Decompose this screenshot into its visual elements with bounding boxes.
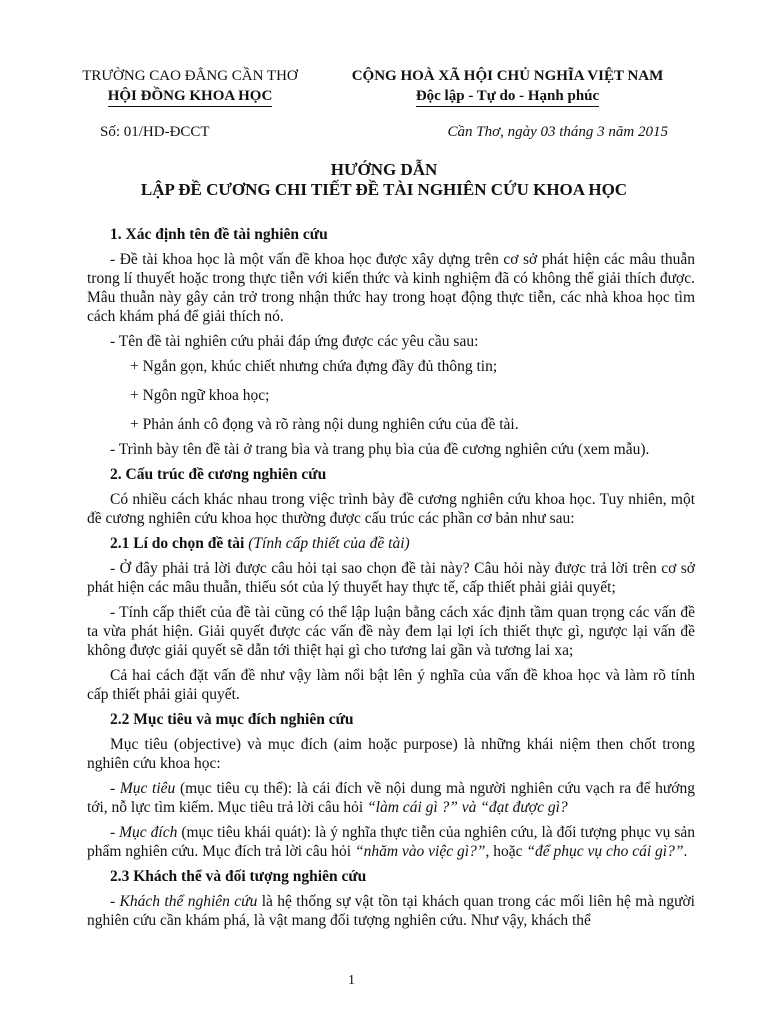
quote: “nhăm vào việc gì?” [354, 843, 486, 860]
title-line-1: HƯỚNG DẪN [330, 160, 438, 179]
section-heading: 2. Cấu trúc đề cương nghiên cứu [110, 466, 327, 483]
text-run: , hoặc [485, 843, 527, 860]
subsection-note: (Tính cấp thiết của đề tài) [248, 535, 410, 552]
paragraph: - Tên đề tài nghiên cứu phải đáp ứng được các yêu cầu sau: [110, 333, 479, 350]
national-motto-block [330, 66, 685, 107]
place-date: Cần Thơ, ngày 03 tháng 3 năm 2015 [447, 124, 668, 140]
document-number: Số: 01/HD-ĐCCT [100, 124, 210, 140]
subsection-heading: 2.2 Mục tiêu và mục đích nghiên cứu [110, 711, 354, 728]
council-name: HỘI ĐỒNG KHOA HỌC [108, 87, 273, 107]
paragraph: - Trình bày tên đề tài ở trang bìa và trang phụ bìa của đề cương nghiên cứu (xem mẫu). [110, 441, 650, 458]
term: Mục tiêu [119, 780, 176, 797]
text-run: (mục tiêu khái quát): là ý nghĩa thực tiễn của nghiên cứu, là đối tượng phục vụ sản phẩm nghiên cứu. Mục đích trả lời câu hỏi [87, 824, 695, 860]
document-body [87, 225, 695, 936]
issuer-block [70, 66, 310, 107]
text-run: (mục tiêu cụ thể): là cái đích về nội dung mà người nghiên cứu vạch ra để hướng tới, nỗ lực tìm kiếm. Mục tiêu trả lời câu hỏi [87, 780, 695, 816]
paragraph: Mục tiêu (objective) và mục đích (aim hoặc purpose) là những khái niệm then chốt trong nghiên cứu khoa học: [87, 736, 695, 772]
paragraph: - Ở đây phải trả lời được câu hỏi tại sao chọn đề tài này? Câu hỏi này được trả lời trên cơ sở phát hiện các mâu thuẫn, thiếu sót của lý thuyết hay thực tế, cấp thiết phải giải quyết; [87, 560, 695, 596]
paragraph: Cả hai cách đặt vấn đề như vậy làm nổi bật lên ý nghĩa của vấn đề khoa học và làm rõ tính cấp thiết phải giải quyết. [87, 667, 695, 703]
page-number: 1 [348, 973, 355, 988]
paragraph: Có nhiều cách khác nhau trong việc trình bày đề cương nghiên cứu khoa học. Tuy nhiên, một đề cương nghiên cứu khoa học thường được cấu trúc các phần cơ bản như sau: [87, 491, 695, 527]
motto: Độc lập - Tự do - Hạnh phúc [416, 87, 599, 107]
paragraph [87, 892, 695, 930]
text-run: là hệ thống sự vật tồn tại khách quan trong các mối liên hệ mà người nghiên cứu cần khám phá, là vật mang đối tượng nghiên cứu. Như vậy, khách thể [87, 893, 695, 929]
dash: - [110, 824, 120, 841]
bullet-item: + Phản ánh cô đọng và rõ ràng nội dung nghiên cứu của đề tài. [130, 416, 519, 433]
title-line-2: LẬP ĐỀ CƯƠNG CHI TIẾT ĐỀ TÀI NGHIÊN CỨU KHOA HỌC [140, 180, 628, 199]
dash: - [110, 780, 120, 797]
paragraph [87, 823, 695, 861]
text-run: . [683, 843, 688, 860]
quote: “để phục vụ cho cái gì?” [526, 843, 684, 860]
subsection-heading [87, 534, 695, 553]
paragraph [87, 779, 695, 817]
school-name: TRƯỜNG CAO ĐẲNG CẦN THƠ [82, 68, 298, 84]
term: Khách thể nghiên cứu [119, 893, 258, 910]
dash: - [110, 893, 120, 910]
subsection-title: 2.1 Lí do chọn đề tài [110, 535, 245, 552]
paragraph: - Tính cấp thiết của đề tài cũng có thể lập luận bằng cách xác định tầm quan trọng các vấn đề ta vừa phát hiện. Giải quyết được các vấn đề này đem lại lợi ích thiết thực gì, ngược lại vấn đề không được giải quyết sẽ dẫn tới thiệt hại gì cho tương lai gần và tương lai xa; [87, 604, 695, 659]
bullet-item: + Ngắn gọn, khúc chiết nhưng chứa đựng đầy đủ thông tin; [130, 358, 498, 375]
document-title [60, 160, 708, 200]
bullet-item: + Ngôn ngữ khoa học; [130, 387, 270, 404]
country-name: CỘNG HOÀ XÃ HỘI CHỦ NGHĨA VIỆT NAM [351, 68, 664, 84]
section-heading: 1. Xác định tên đề tài nghiên cứu [110, 226, 328, 243]
subsection-heading: 2.3 Khách thể và đối tượng nghiên cứu [110, 868, 367, 885]
term: Mục đích [119, 824, 178, 841]
quote: “làm cái gì ?” và “đạt được gì? [367, 799, 568, 816]
paragraph: - Đề tài khoa học là một vấn đề khoa học được xây dựng trên cơ sở phát hiện các mâu thuẫn trong lí thuyết hoặc trong thực tiễn với kiến thức và kinh nghiệm đã có không thể giải thích được. Mâu thuẫn này gây cản trở trong nhận thức hay trong hoạt động thực tiễn, các nhà khoa học tìm cách khám phá để giải thích nó. [87, 251, 695, 325]
